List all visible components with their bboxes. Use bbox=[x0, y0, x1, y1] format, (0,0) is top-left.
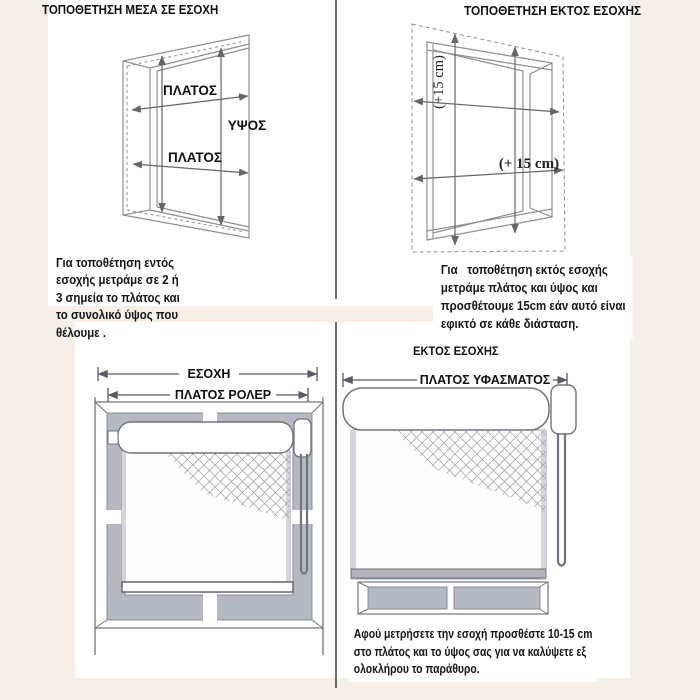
recess-label: ΕΣΟΧΗ bbox=[187, 367, 231, 381]
roller-right-bracket bbox=[294, 419, 311, 457]
title-inside-recess: ΤΟΠΟΘΕΤΗΣΗ ΜΕΣΑ ΣΕ ΕΣΟΧΗ bbox=[42, 3, 219, 17]
fabric-bottom-bar bbox=[122, 582, 293, 592]
roller-right-bracket bbox=[551, 385, 576, 434]
roller-left-bracket bbox=[108, 431, 118, 444]
window-sill bbox=[358, 582, 548, 614]
roller-width-label: ΠΛΑΤΟΣ ΡΟΛΕΡ bbox=[174, 388, 272, 402]
caption-bottom: Αφού μετρήσετε την εσοχή προσθέστε 10-15 cm στο πλάτος και το ύψος σας για να καλύψετε εξ ολοκλήρου το παράθυρο. bbox=[349, 621, 597, 682]
height-measure-arrows bbox=[162, 48, 221, 225]
width-label-top: ΠΛΑΤΟΣ bbox=[163, 83, 217, 98]
title-outside-recess: ΤΟΠΟΘΕΤΗΣΗ ΕΚΤΟΣ ΕΣΟΧΗΣ bbox=[464, 4, 642, 18]
width-plus-label: (+ 15 cm) bbox=[498, 156, 560, 172]
height-label: ΥΨΟΣ bbox=[227, 118, 267, 133]
heading-outside-recess: ΕΚΤΟΣ ΕΣΟΧΗΣ bbox=[413, 344, 499, 358]
window-frame-perspective bbox=[123, 35, 249, 238]
chain-loop bbox=[558, 433, 565, 566]
caption-inside-recess: Για τοποθέτηση εντός εσοχής μετράμε σε 2 ή 3 σημεία το πλάτος και το συνολικό ύψος που θέλουμε . bbox=[56, 255, 180, 340]
beige-left-column-lower bbox=[48, 321, 75, 678]
height-plus-label: (+15 cm) bbox=[431, 55, 447, 109]
roller-tube bbox=[343, 388, 549, 430]
width-label-bottom: ΠΛΑΤΟΣ bbox=[168, 150, 222, 165]
roller-inside-recess-diagram bbox=[75, 321, 335, 678]
beige-right-column bbox=[630, 0, 700, 700]
roller-fabric bbox=[351, 430, 546, 579]
caption-outside-recess: Για τοποθέτηση εκτός εσοχής μετράμε πλάτος και ύψος και προσθέτουμε 15cm εάν αυτό είναι εφικτό σε κάθε διάσταση. bbox=[433, 256, 633, 339]
roller-tube bbox=[118, 422, 293, 453]
height-plus-arrows bbox=[455, 34, 515, 245]
fabric-bottom-bar bbox=[351, 569, 546, 578]
fabric-width-label: ΠΛΑΤΟΣ ΥΦΑΣΜΑΤΟΣ bbox=[419, 373, 551, 387]
